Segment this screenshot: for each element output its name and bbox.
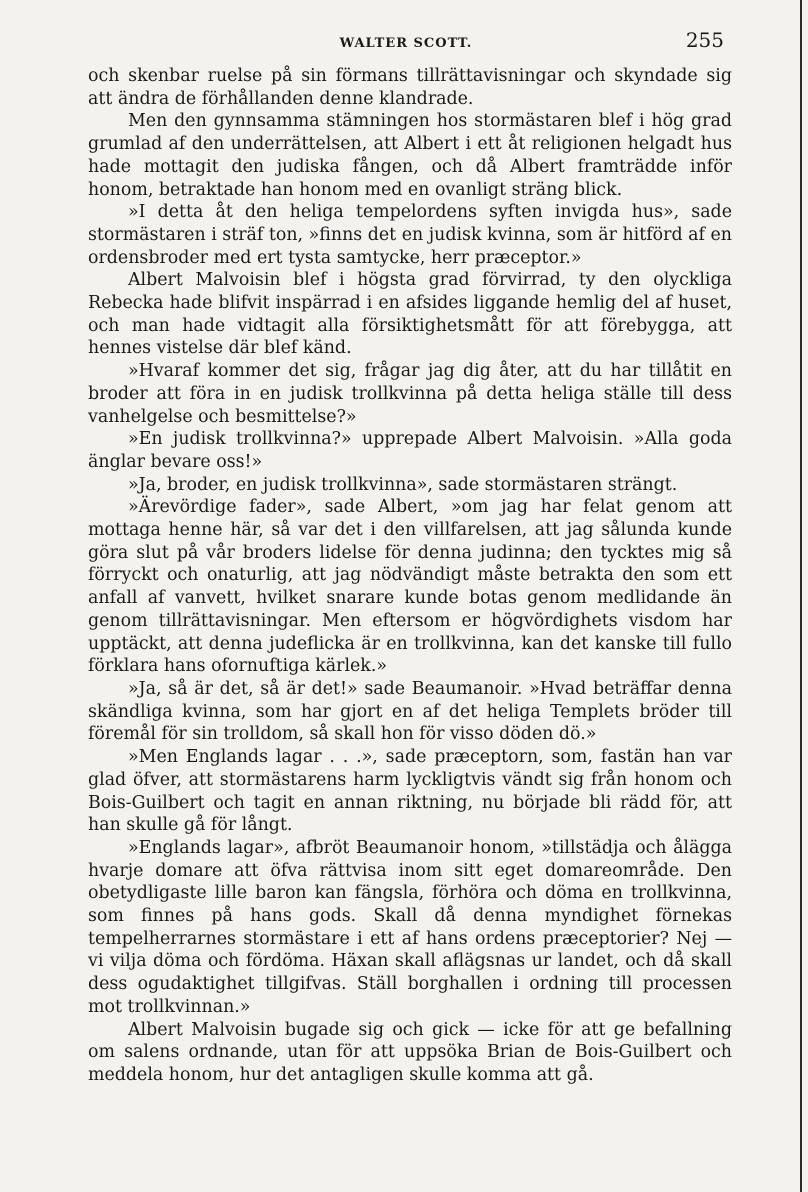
paragraph: Men den gynnsamma stämningen hos stormästaren blef i hög grad grumlad af den underrättelsen, att Albert i ett åt religionen helgadt hus hade mottagit den judiska fången, och då Albert framträdde inför honom, betraktade han honom med en ovanligt sträng blick. xyxy=(88,111,732,200)
paragraph: »Ja, broder, en judisk trollkvinna», sade stormästaren strängt. xyxy=(128,474,678,495)
page-header xyxy=(88,28,724,58)
scan-edge-line xyxy=(800,0,802,1192)
paragraph: och skenbar ruelse på sin förmans tillrättavisningar och skyndade sig att ändra de förhållanden denne klandrade. xyxy=(88,66,732,109)
paragraph: »En judisk trollkvinna?» upprepade Albert Malvoisin. »Alla goda änglar bevare oss!» xyxy=(88,429,732,472)
paragraph: »Englands lagar», afbröt Beaumanoir honom, »tillstädja och ålägga hvarje domare att öfva rättvisa inom sitt eget domareområde. Den obetydligaste lille baron kan fängsla, förhöra och döma en trollkvinna, som finnes på hans gods. Skall då denna myndighet förnekas tempelherrarnes stormästare i ett af hans ordens præceptorier? Nej — vi vilja döma och fördöma. Häxan skall aflägsnas ur landet, och då skall dess ogudaktighet tillgifvas. Ställ borghallen i ordning till processen mot trollkvinnan.» xyxy=(88,837,732,1017)
text-body xyxy=(88,65,732,1087)
paragraph: Albert Malvoisin blef i högsta grad förvirrad, ty den olyckliga Rebecka hade blifvit inspärrad i en afsides liggande hemlig del af huset, och man hade vidtagit alla försiktighetsmått för att förebygga, att hennes vistelse där blef känd. xyxy=(88,270,732,359)
page-number: 255 xyxy=(685,28,724,52)
running-head: WALTER SCOTT. xyxy=(339,36,473,51)
paragraph: Albert Malvoisin bugade sig och gick — icke för att ge befallning om salens ordnande, utan för att uppsöka Brian de Bois-Guilbert och meddela honom, hur det antagligen skulle komma att gå. xyxy=(88,1019,732,1085)
paragraph: »Ärevördige fader», sade Albert, »om jag har felat genom att mottaga henne här, så var det i den villfarelsen, att jag sålunda kunde göra slut på vår broders lidelse för denna judinna; den tycktes mig så förryckt och onaturlig, att jag nödvändigt måste betrakta den som ett anfall af vanvett, hvilket snarare kunde botas genom medlidande än genom tillrättavisningar. Men eftersom er högvördighets visdom har upptäckt, att denna judeflicka är en trollkvinna, kan det kanske till fullo förklara hans ofornuftiga kärlek.» xyxy=(88,497,732,677)
paragraph: »Hvaraf kommer det sig, frågar jag dig åter, att du har tillåtit en broder att föra in en judisk trollkvinna på detta heliga ställe till dess vanhelgelse och besmittelse?» xyxy=(88,361,732,427)
paragraph: »Men Englands lagar . . .», sade præceptorn, som, fastän han var glad öfver, att stormästarens harm lyckligtvis vändt sig från honom och Bois-Guilbert och tagit en annan riktning, nu började bli rädd för, att han skulle gå för långt. xyxy=(88,747,732,836)
paragraph: »Ja, så är det, så är det!» sade Beaumanoir. »Hvad beträffar denna skändliga kvinna, som har gjort en af det heliga Templets bröder till föremål för sin trolldom, så skall hon för visso döden dö.» xyxy=(88,678,732,745)
paragraph: »I detta åt den heliga tempelordens syften invigda hus», sade stormästaren i sträf ton, »finns det en judisk kvinna, som är hitförd af en ordensbroder med ert tysta samtycke, herr præceptor.» xyxy=(88,202,732,268)
